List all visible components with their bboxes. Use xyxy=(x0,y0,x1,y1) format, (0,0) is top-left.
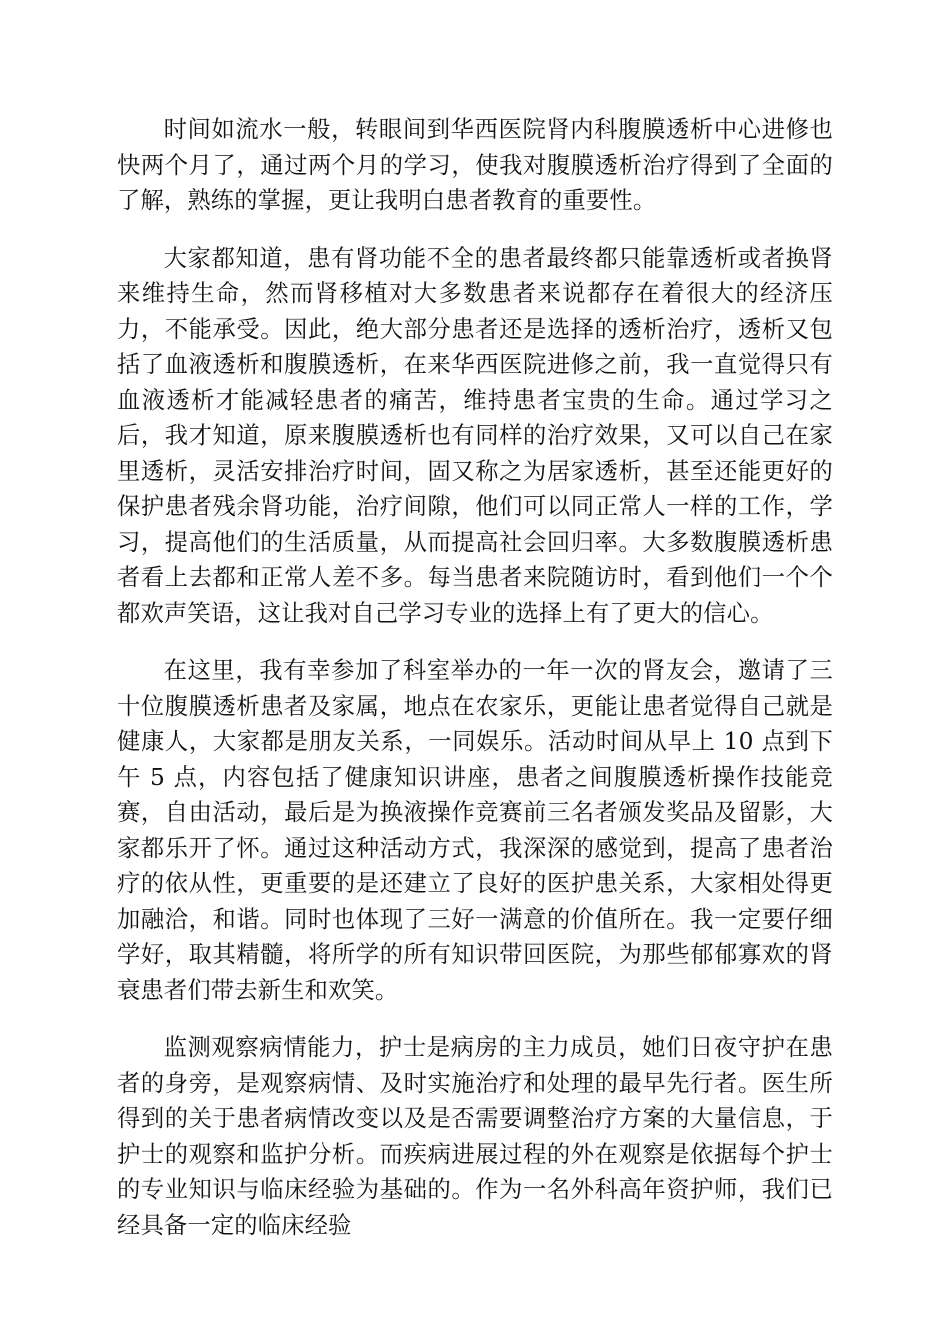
paragraph-1: 时间如流水一般，转眼间到华西医院肾内科腹膜透析中心进修也快两个月了，通过两个月的学习，使我对腹膜透析治疗得到了全面的了解，熟练的掌握，更让我明白患者教育的重要性。 xyxy=(117,116,833,214)
paragraph-4: 监测观察病情能力，护士是病房的主力成员，她们日夜守护在患者的身旁，是观察病情、及时实施治疗和处理的最早先行者。医生所得到的关于患者病情改变以及是否需要调整治疗方案的大量信息，于护士的观察和监护分析。而疾病进展过程的外在观察是依据每个护士的专业知识与临床经验为基础的。作为一名外科高年资护师，我们已经具备一定的临床经验 xyxy=(117,1034,833,1239)
document-body xyxy=(117,112,833,1243)
paragraph-3: 在这里，我有幸参加了科室举办的一年一次的肾友会，邀请了三十位腹膜透析患者及家属，地点在农家乐，更能让患者觉得自己就是健康人，大家都是朋友关系，一同娱乐。活动时间从早上 10 点到下午 5 点，内容包括了健康知识讲座，患者之间腹膜透析操作技能竞赛，自由活动，最后是为换液操作竞赛前三名者颁发奖品及留影，大家都乐开了怀。通过这种活动方式，我深深的感觉到，提高了患者治疗的依从性，更重要的是还建立了良好的医护患关系，大家相处得更加融洽，和谐。同时也体现了三好一满意的价值所在。我一定要仔细学好，取其精髓，将所学的所有知识带回医院，为那些郁郁寡欢的肾衰患者们带去新生和欢笑。 xyxy=(117,657,833,1004)
paragraph-2: 大家都知道，患有肾功能不全的患者最终都只能靠透析或者换肾来维持生命，然而肾移植对大多数患者来说都存在着很大的经济压力，不能承受。因此，绝大部分患者还是选择的透析治疗，透析又包括了血液透析和腹膜透析，在来华西医院进修之前，我一直觉得只有血液透析才能减轻患者的痛苦，维持患者宝贵的生命。通过学习之后，我才知道，原来腹膜透析也有同样的治疗效果，又可以自己在家里透析，灵活安排治疗时间，固又称之为居家透析，甚至还能更好的保护患者残余肾功能，治疗间隙，他们可以同正常人一样的工作，学习，提高他们的生活质量，从而提高社会回归率。大多数腹膜透析患者看上去都和正常人差不多。每当患者来院随访时，看到他们一个个都欢声笑语，这让我对自己学习专业的选择上有了更大的信心。 xyxy=(117,244,833,627)
